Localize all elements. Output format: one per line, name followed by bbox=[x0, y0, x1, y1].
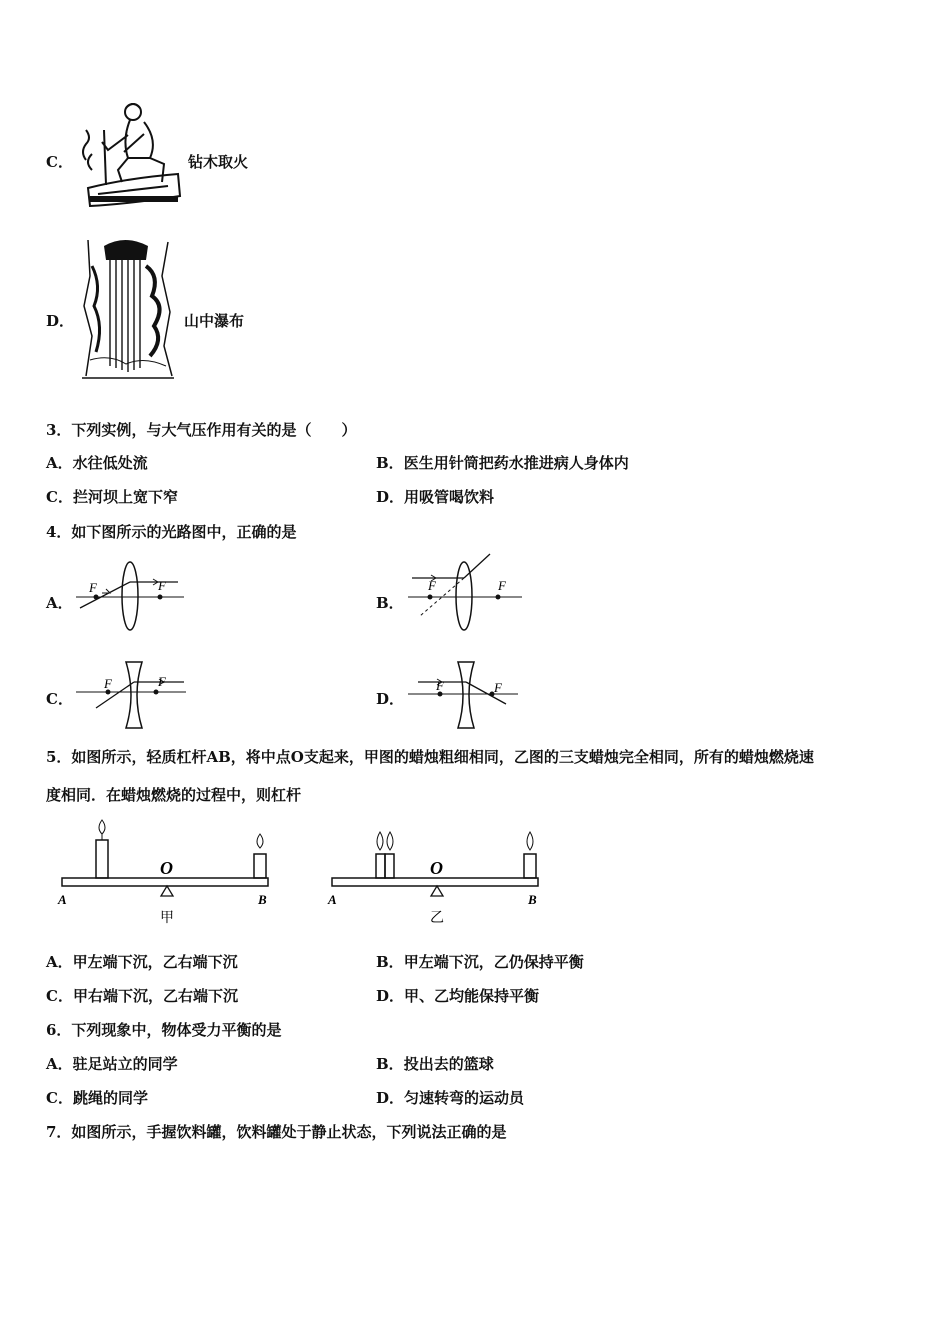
focus-label: F bbox=[158, 674, 166, 689]
end-label-a: A bbox=[328, 892, 337, 907]
focus-label: F bbox=[436, 678, 444, 693]
end-label-a: A bbox=[58, 892, 67, 907]
option-a bbox=[46, 453, 148, 473]
option-label: A． bbox=[46, 1055, 73, 1073]
option-label: B． bbox=[376, 454, 404, 472]
option-b bbox=[376, 1054, 494, 1074]
option-c bbox=[46, 1088, 148, 1108]
end-label-b: B bbox=[258, 892, 267, 907]
option-text: 跳绳的同学 bbox=[72, 1089, 148, 1107]
concave-lens-diagram-c bbox=[74, 660, 188, 730]
option-text: 甲、乙均能保持平衡 bbox=[404, 987, 540, 1005]
option-text: 用吸管喝饮料 bbox=[404, 488, 495, 506]
option-d bbox=[376, 986, 539, 1006]
question-stem: 5．如图所示，轻质杠杆AB，将中点O支起来，甲图的蜡烛粗细相同，乙图的三支蜡烛完全相同，所有的蜡烛燃烧速 bbox=[46, 748, 814, 766]
option-text: 拦河坝上宽下窄 bbox=[72, 488, 178, 506]
option-text: 医生用针筒把药水推进病人身体内 bbox=[403, 454, 629, 472]
option-d bbox=[376, 1088, 524, 1108]
option-b bbox=[376, 453, 629, 473]
option-d bbox=[376, 487, 494, 507]
option-label: C． bbox=[46, 987, 73, 1005]
pivot-label: O bbox=[160, 858, 173, 878]
option-label: D． bbox=[376, 1089, 405, 1107]
option-label: A． bbox=[46, 953, 73, 971]
focus-label: F bbox=[158, 578, 166, 593]
option-c bbox=[46, 986, 238, 1006]
convex-lens-diagram-b bbox=[406, 550, 524, 634]
option-text: 匀速转弯的运动员 bbox=[404, 1089, 525, 1107]
question-stem: 3．下列实例，与大气压作用有关的是（ ） bbox=[46, 421, 357, 439]
option-c bbox=[46, 487, 178, 507]
option-label: C． bbox=[46, 690, 73, 708]
option-text: 钻木取火 bbox=[188, 153, 249, 171]
option-label: B． bbox=[376, 594, 404, 612]
lever-figure-yi bbox=[324, 818, 554, 928]
question-stem: 7．如图所示，手握饮料罐，饮料罐处于静止状态，下列说法正确的是 bbox=[46, 1123, 507, 1141]
option-text: 甲右端下沉，乙右端下沉 bbox=[72, 987, 238, 1005]
figure-caption: 乙 bbox=[430, 911, 444, 926]
option-text: 投出去的篮球 bbox=[403, 1055, 494, 1073]
option-label: A． bbox=[46, 594, 73, 612]
lever-figure-jia bbox=[54, 818, 284, 928]
figure-caption: 甲 bbox=[160, 911, 174, 926]
waterfall-illustration bbox=[80, 236, 176, 384]
pivot-label: O bbox=[430, 858, 443, 878]
option-text: 水往低处流 bbox=[72, 454, 148, 472]
option-label: D． bbox=[376, 987, 405, 1005]
option-b bbox=[376, 952, 584, 972]
option-label: C． bbox=[46, 1089, 73, 1107]
focus-label: F bbox=[104, 676, 112, 691]
focus-label: F bbox=[494, 680, 502, 695]
option-label: A． bbox=[46, 454, 73, 472]
drill-fire-illustration bbox=[78, 100, 186, 210]
option-text: 山中瀑布 bbox=[184, 312, 245, 330]
option-text: 甲左端下沉，乙仍保持平衡 bbox=[403, 953, 584, 971]
focus-label: F bbox=[89, 580, 97, 595]
convex-lens-diagram-a bbox=[74, 560, 186, 634]
option-a bbox=[46, 1054, 178, 1074]
question-stem: 6．下列现象中，物体受力平衡的是 bbox=[46, 1021, 282, 1039]
option-label: C． bbox=[46, 488, 73, 506]
focus-label: F bbox=[498, 578, 506, 593]
option-label: D． bbox=[46, 312, 75, 330]
option-label: D． bbox=[376, 488, 405, 506]
option-label: C． bbox=[46, 153, 73, 171]
option-label: D． bbox=[376, 690, 405, 708]
question-stem: 4．如下图所示的光路图中，正确的是 bbox=[46, 523, 297, 541]
concave-lens-diagram-d bbox=[406, 660, 520, 730]
end-label-b: B bbox=[528, 892, 537, 907]
option-text: 驻足站立的同学 bbox=[72, 1055, 178, 1073]
option-label: B． bbox=[376, 1055, 404, 1073]
question-stem-cont: 度相同．在蜡烛燃烧的过程中，则杠杆 bbox=[46, 786, 302, 804]
option-a bbox=[46, 952, 238, 972]
option-label: B． bbox=[376, 953, 404, 971]
focus-label: F bbox=[428, 578, 436, 593]
option-text: 甲左端下沉，乙右端下沉 bbox=[72, 953, 238, 971]
